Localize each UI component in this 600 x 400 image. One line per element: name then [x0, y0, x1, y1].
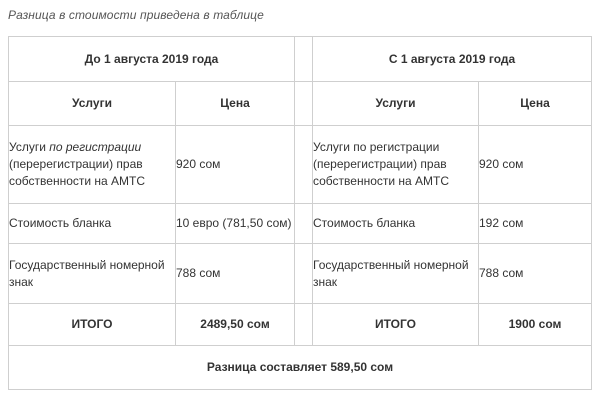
total-label: ИТОГО	[71, 317, 113, 331]
period-header-before: До 1 августа 2019 года	[84, 51, 219, 66]
total-value: 1900 сом	[508, 317, 562, 331]
service-text-italic: по регистрации	[49, 140, 142, 154]
price-cell-plate: 788 сом	[176, 266, 221, 280]
table-caption: Разница в стоимости приведена в таблице	[8, 8, 264, 22]
services-column-header: Услуги	[72, 96, 112, 110]
difference-summary: Разница составляет 589,50 сом	[206, 360, 394, 374]
price-cell-registration: 920 сом	[479, 157, 524, 171]
total-value: 2489,50 сом	[200, 317, 270, 331]
price-cell-plate: 788 сом	[479, 266, 524, 280]
service-cell-registration	[9, 126, 175, 203]
price-column-header: Цена	[520, 96, 550, 110]
service-text	[9, 139, 175, 190]
price-cell-form: 10 евро (781,50 сом)	[176, 216, 292, 230]
services-column-header: Услуги	[375, 96, 416, 110]
service-text-plain: Услуги	[9, 140, 50, 154]
column-divider	[294, 37, 295, 345]
total-label: ИТОГО	[375, 317, 416, 331]
comparison-table	[8, 36, 592, 390]
service-cell-plate: Государственный номерной знак	[9, 257, 165, 289]
period-header-after: С 1 августа 2019 года	[388, 51, 516, 66]
price-column-header: Цена	[220, 96, 250, 110]
service-text-rest: (перерегистрации) прав собственности на АМТС	[9, 157, 146, 188]
price-cell-registration: 920 сом	[176, 157, 221, 171]
price-cell-form: 192 сом	[479, 216, 524, 230]
service-cell-form: Стоимость бланка	[313, 216, 416, 230]
service-cell-form: Стоимость бланка	[9, 216, 112, 230]
service-cell-plate: Государственный номерной знак	[313, 257, 469, 289]
service-cell-registration: Услуги по регистрации (перерегистрации) прав собственности на АМТС	[313, 140, 450, 188]
